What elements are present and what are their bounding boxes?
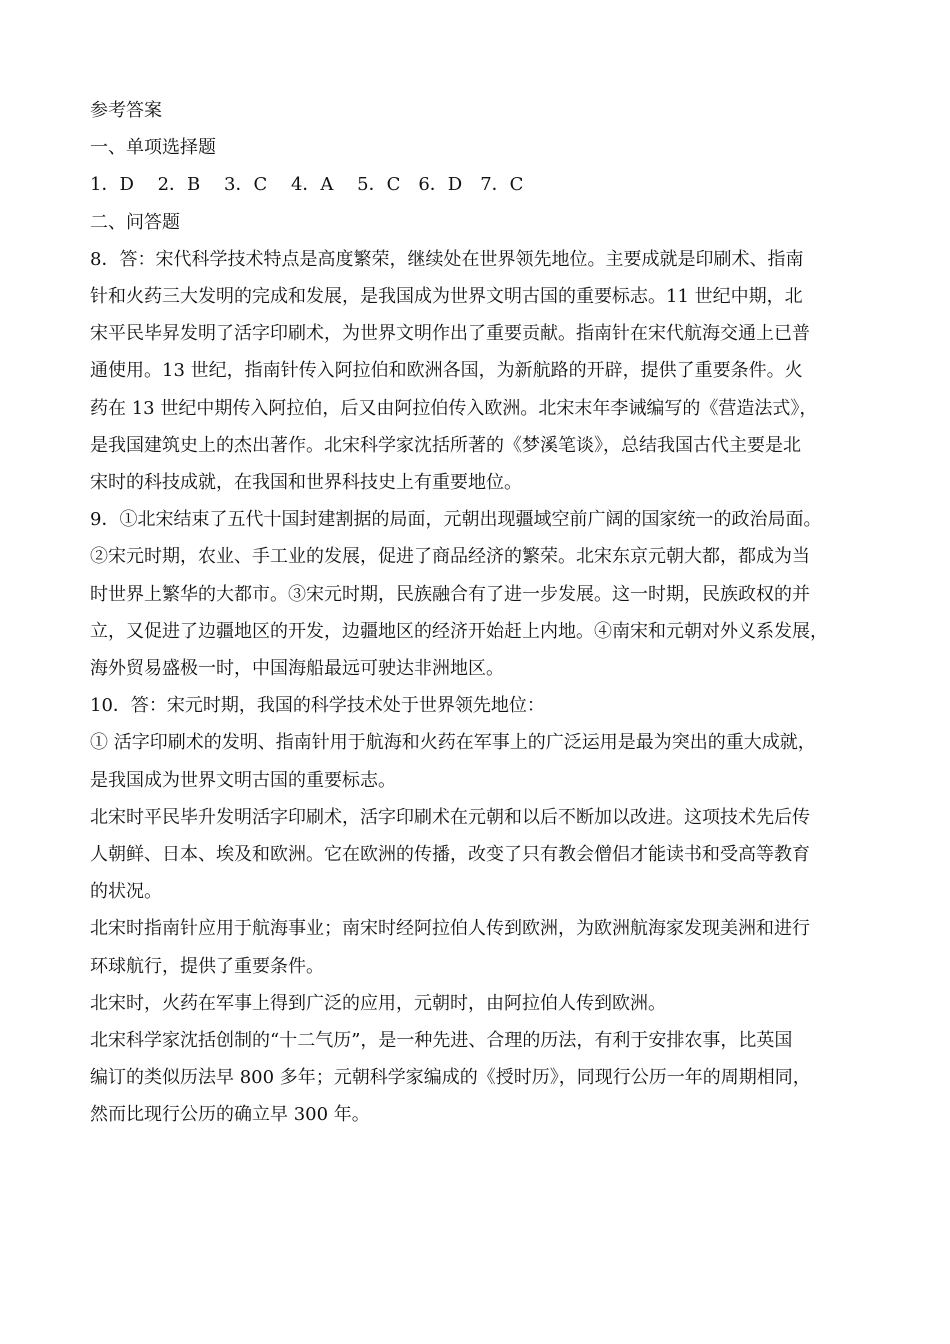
section-heading-single-choice: 一、单项选择题 <box>90 137 216 159</box>
answer-text-line: 北宋时平民毕升发明活字印刷术，活字印刷术在元朝和以后不断加以改进。这项技术先后传 <box>90 806 810 828</box>
document-page <box>90 92 862 1134</box>
answer-text-line: 宋平民毕昇发明了活字印刷术，为世界文明作出了重要贡献。指南针在宋代航海交通上已普 <box>90 323 810 345</box>
answer-text-line: 的状况。 <box>90 881 162 903</box>
answer-text-line: 编订的类似历法早 800 多年；元朝科学家编成的《授时历》，同现行公历一年的周期相同， <box>90 1067 811 1089</box>
answer-text-line: 通使用。13 世纪，指南针传入阿拉伯和欧洲各国，为新航路的开辟，提供了重要条件。火 <box>90 360 803 382</box>
answer-text-line: ②宋元时期，农业、手工业的发展，促进了商品经济的繁荣。北宋东京元朝大都，都成为当 <box>90 546 810 568</box>
answer-text-line: 是我国建筑史上的杰出著作。北宋科学家沈括所著的《梦溪笔谈》，总结我国古代主要是北 <box>90 434 801 456</box>
answer-text-line: 北宋时，火药在军事上得到广泛的应用，元朝时，由阿拉伯人传到欧洲。 <box>90 992 666 1014</box>
answer-text-line: 是我国成为世界文明古国的重要标志。 <box>90 769 396 791</box>
answer-text-line: 海外贸易盛极一时，中国海船最远可驶达非洲地区。 <box>90 658 504 680</box>
answer-text-line: 北宋时指南针应用于航海事业；南宋时经阿拉伯人传到欧洲，为欧洲航海家发现美洲和进行 <box>90 918 810 940</box>
section-heading-questions: 二、问答题 <box>90 211 180 233</box>
answer-text-line: 然而比现行公历的确立早 300 年。 <box>90 1104 370 1126</box>
answer-text-line: 北宋科学家沈括创制的“十二气历”，是一种先进、合理的历法，有利于安排农事，比英国 <box>90 1030 793 1052</box>
answer-text-line: 药在 13 世纪中期传入阿拉伯，后又由阿拉伯传入欧洲。北宋末年李诫编写的《营造法式》， <box>90 397 818 419</box>
answer-text-line: 针和火药三大发明的完成和发展，是我国成为世界文明古国的重要标志。11 世纪中期，北 <box>90 286 803 308</box>
answer-text-line: 立，又促进了边疆地区的开发，边疆地区的经济开始赶上内地。④南宋和元朝对外义系发展， <box>90 620 828 642</box>
answer-text-line: 10．答：宋元时期，我国的科学技术处于世界领先地位： <box>90 695 545 717</box>
answer-text-line: 8．答：宋代科学技术特点是高度繁荣，继续处在世界领先地位。主要成就是印刷术、指南 <box>90 248 804 270</box>
answer-key-line: 1．D 2．B 3．C 4．A 5．C 6．D 7．C <box>90 174 524 196</box>
page-title: 参考答案 <box>90 100 162 121</box>
answer-text-line: 时世界上繁华的大都市。③宋元时期，民族融合有了进一步发展。这一时期，民族政权的并 <box>90 583 810 605</box>
answer-text-line: 9．①北宋结束了五代十国封建割据的局面，元朝出现疆域空前广阔的国家统一的政治局面。 <box>90 509 822 531</box>
question-9-answer <box>90 501 862 687</box>
answer-text-line: 环球航行，提供了重要条件。 <box>90 955 324 977</box>
answer-text-line: ① 活字印刷术的发明、指南针用于航海和火药在军事上的广泛运用是最为突出的重大成就， <box>90 732 816 754</box>
question-8-answer <box>90 241 862 501</box>
question-10-answer <box>90 687 862 1133</box>
answer-text-line: 宋时的科技成就，在我国和世界科技史上有重要地位。 <box>90 472 522 494</box>
answer-text-line: 人朝鲜、日本、埃及和欧洲。它在欧洲的传播，改变了只有教会僧侣才能读书和受高等教育 <box>90 844 810 866</box>
